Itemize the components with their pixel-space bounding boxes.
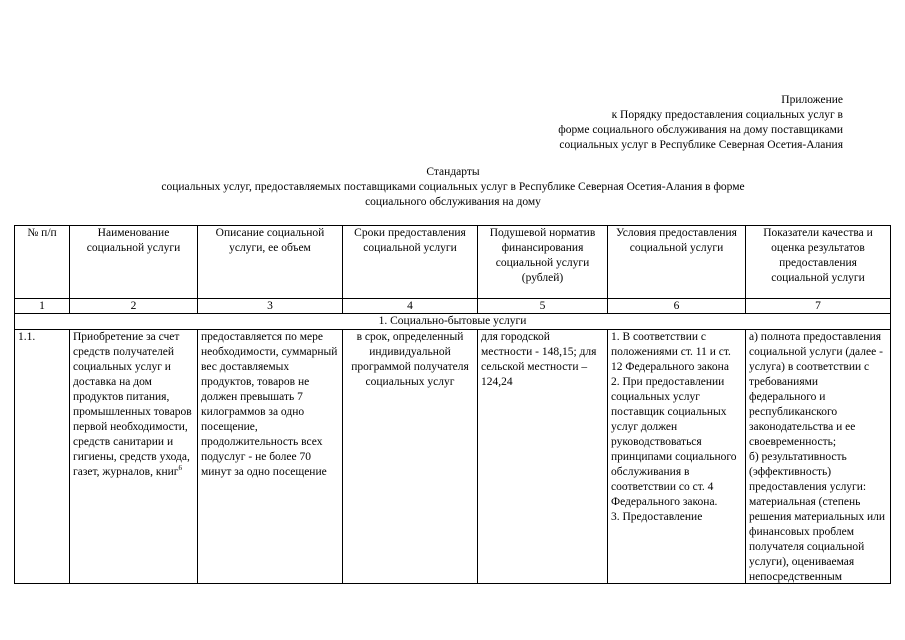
column-number: 3 <box>198 299 343 314</box>
document-title <box>100 165 806 210</box>
footnote-marker: 6 <box>178 464 182 473</box>
header-cell: Показатели качества и оценка результатов предоставления социальной услуги <box>746 226 891 299</box>
service-norm: для городской местности - 148,15; для сельской местности – 124,24 <box>481 331 597 388</box>
service-conditions: 1. В соответствии с положениями ст. 11 и ст. 12 Федерального закона 2. При предоставлении социальных услуг поставщик социальных услуг должен руководствоваться принципами социального обслуживания в соответствии со ст. 4 Федерального закона. 3. Предоставление <box>611 331 737 523</box>
standards-table <box>14 225 891 584</box>
column-number: 7 <box>746 299 891 314</box>
row-number-text: 1.1. <box>18 331 36 343</box>
header-cell: Наименование социальной услуги <box>70 226 198 299</box>
service-description: предоставляется по мере необходимости, суммарный вес доставляемых продуктов, товаров не должен превышать 7 килограммов за одно посещение, продолжительность всех подуслуг - не более 70 минут за одно посещение <box>201 331 338 478</box>
service-conditions-cell <box>608 330 746 584</box>
header-cell: Подушевой норматив финансирования социальной услуги (рублей) <box>478 226 608 299</box>
section-row <box>15 314 891 330</box>
title-line: социального обслуживания на дому <box>365 196 541 208</box>
column-number-row <box>15 299 891 314</box>
appendix-line: социальных услуг в Республике Северная Осетия-Алания <box>559 139 843 151</box>
table-header-row <box>15 226 891 299</box>
title-line: Стандарты <box>426 166 480 178</box>
header-cell: Описание социальной услуги, ее объем <box>198 226 343 299</box>
appendix-line: форме социального обслуживания на дому поставщиками <box>558 124 843 136</box>
service-name-cell <box>70 330 198 584</box>
service-terms: в срок, определенный индивидуальной программой получателя социальных услуг <box>351 331 469 388</box>
title-line: социальных услуг, предоставляемых поставщиками социальных услуг в Республике Северная Осетия-Алания в форме <box>161 181 745 193</box>
appendix-header <box>483 93 843 153</box>
table-row <box>15 330 891 584</box>
service-quality-cell <box>746 330 891 584</box>
column-number: 6 <box>608 299 746 314</box>
service-name: Приобретение за счет средств получателей социальных услуг и доставка на дом продуктов питания, промышленных товаров первой необходимости, средств санитарии и гигиены, средств ухода, газет, журналов, книг <box>73 331 192 478</box>
header-cell: Сроки предоставления социальной услуги <box>343 226 478 299</box>
header-cell: Условия предоставления социальной услуги <box>608 226 746 299</box>
column-number: 4 <box>343 299 478 314</box>
column-number: 5 <box>478 299 608 314</box>
section-title: 1. Социально-бытовые услуги <box>15 314 891 330</box>
service-quality: а) полнота предоставления социальной услуги (далее - услуга) в соответствии с требованиями федерального и республиканского законодательства и ее своевременность; б) результативность (эффективность) предоставления услуги: материальная (степень решения материальных или финансовых проблем получателя социальной услуги), оцениваемая непосредственным <box>749 331 886 583</box>
service-description-cell <box>198 330 343 584</box>
appendix-line: к Порядку предоставления социальных услуг в <box>611 109 843 121</box>
service-norm-cell <box>478 330 608 584</box>
appendix-line: Приложение <box>781 94 843 106</box>
header-cell: № п/п <box>15 226 70 299</box>
column-number: 1 <box>15 299 70 314</box>
row-number <box>15 330 70 584</box>
service-terms-cell <box>343 330 478 584</box>
column-number: 2 <box>70 299 198 314</box>
